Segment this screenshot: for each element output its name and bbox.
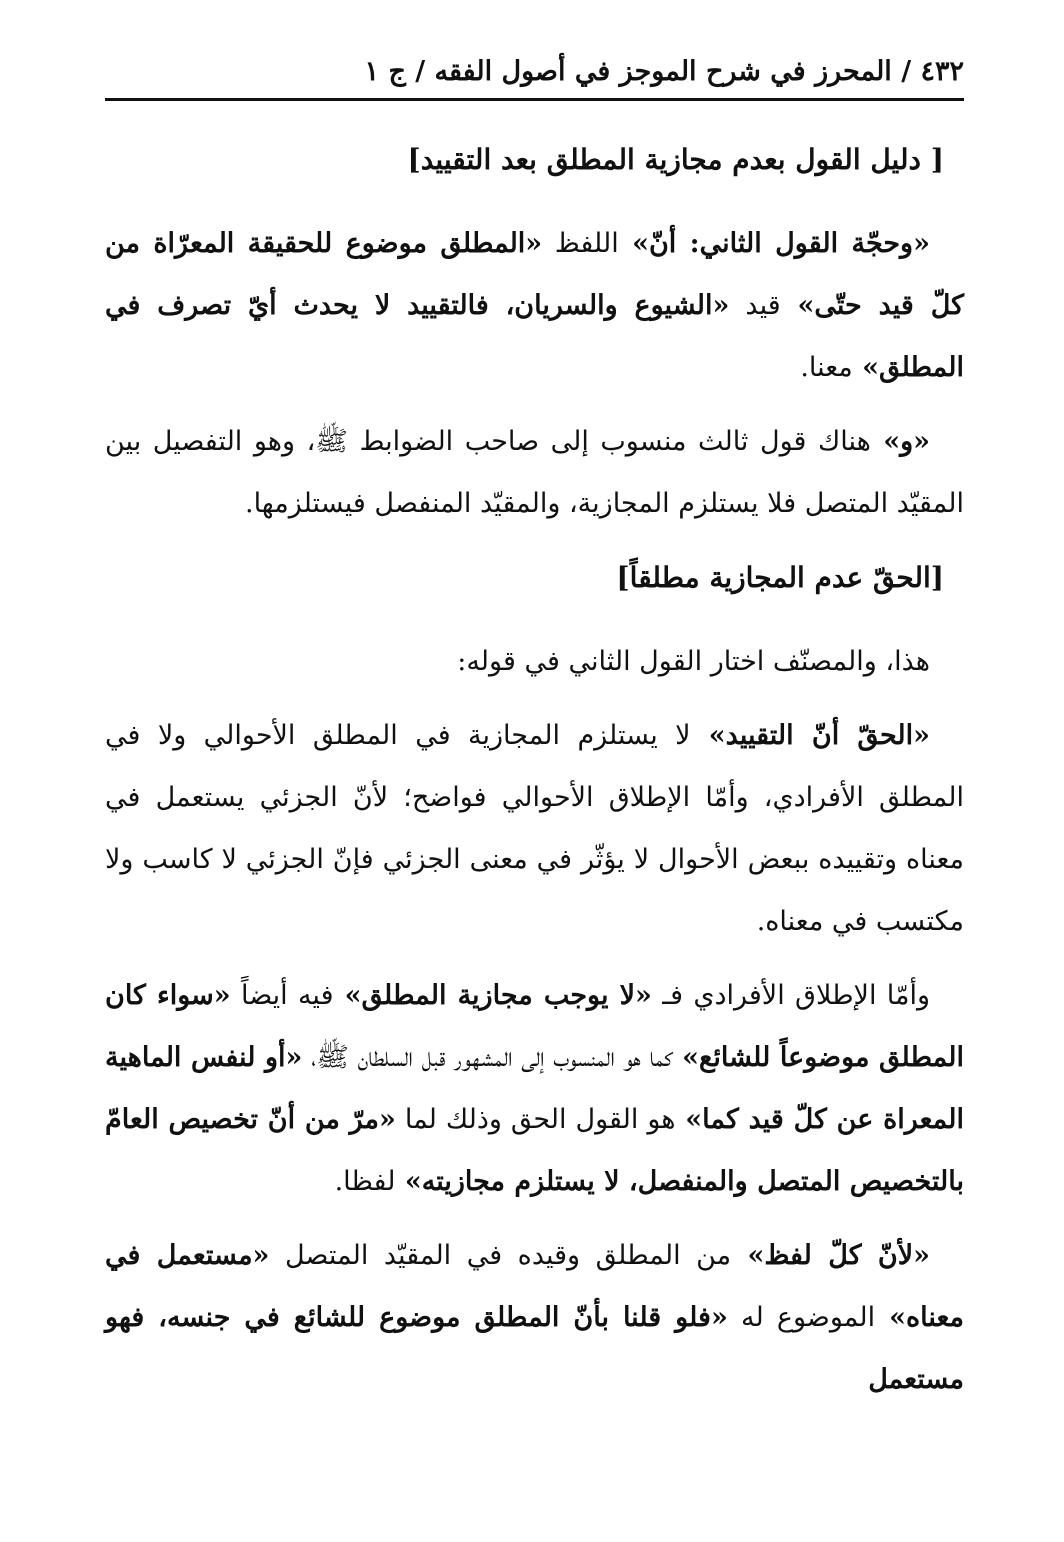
- section-heading-truth: [الحقّ عدم المجازية مطلقاً]: [616, 561, 944, 594]
- paragraph-second-view-argument: [105, 213, 964, 399]
- quoted-text: «لأنّ كلّ لفظ»: [731, 1240, 931, 1271]
- commentary-text: الموضوع له: [727, 1302, 876, 1333]
- commentary-text: هو القول الحق وذلك لما: [395, 1104, 676, 1135]
- running-header: ٤٣٢ / المحرز في شرح الموجز في أصول الفقه / ج ١: [105, 52, 964, 101]
- paragraph-conditional-absolute: [105, 705, 964, 953]
- quoted-text: «و»: [870, 426, 930, 457]
- quoted-text: «المطلق موضوع للحقيقة المعرّاة من كلّ قيد حتّى»: [105, 228, 965, 321]
- quoted-text: «الحقّ أنّ التقييد»: [690, 720, 930, 751]
- commentary-text: وأمّا الإطلاق الأفرادي فـ: [651, 980, 930, 1011]
- quoted-text: «مرّ من أنّ تخصيص العامّ بالتخصيص المتصل والمنفصل، لا يستلزم مجازيته»: [105, 1104, 964, 1197]
- paragraph-each-word: [105, 1225, 964, 1411]
- commentary-text: لا يستلزم المجازية في المطلق الأحوالي ولا في المطلق الأفرادي، وأمّا الإطلاق الأحوالي فواضح؛ لأنّ الجزئي يستعمل في معناه وتقييده ببعض الأحوال لا يؤثّر في معنى الجزئي فإنّ الجزئي لا كاسب ولا مكتسب في معناه.: [105, 720, 964, 937]
- quoted-text: «لا يوجب مجازية المطلق»: [333, 980, 652, 1011]
- quoted-text: «مستعمل في معناه»: [105, 1240, 964, 1333]
- paragraph-author-choice: [105, 631, 964, 693]
- commentary-text: من المطلق وقيده في المقيّد المتصل: [269, 1240, 732, 1271]
- section-heading-proof: [ دليل القول بعدم مجازية المطلق بعد التقييد]: [407, 143, 944, 176]
- commentary-text: هناك قول ثالث منسوب إلى صاحب الضوابط ﷺ، وهو التفصيل بين المقيّد المتصل فلا يستلزم المجازية، والمقيّد المنفصل فيستلزمها.: [105, 426, 964, 519]
- commentary-text: قيد: [729, 290, 781, 321]
- quoted-text: «فلو قلنا بأنّ المطلق موضوع للشائع في جنسه، فهو مستعمل: [105, 1302, 964, 1395]
- paragraph-individual-absolute: [105, 965, 964, 1213]
- commentary-text: اللفظ: [542, 228, 619, 259]
- quoted-text: «وحجّة القول الثاني: أنّ»: [618, 228, 930, 259]
- commentary-text: فيه أيضاً: [230, 980, 334, 1011]
- commentary-text: لفظا.: [334, 1166, 396, 1197]
- paragraph-third-view: [105, 411, 964, 535]
- quoted-text: «أو لنفس الماهية المعراة عن كلّ قيد كما»: [105, 1042, 964, 1135]
- commentary-text: كما هو المنسوب إلى المشهور قبل السلطان ﷺ،: [302, 1042, 673, 1073]
- quoted-text: «سواء كان المطلق موضوعاً للشائع»: [105, 980, 964, 1073]
- commentary-text: هذا، والمصنّف اختار القول الثاني في قوله:: [457, 646, 930, 677]
- quoted-text: «الشيوع والسريان، فالتقييد لا يحدث أيّ تصرف في المطلق»: [105, 290, 964, 383]
- commentary-text: معنا.: [800, 352, 853, 383]
